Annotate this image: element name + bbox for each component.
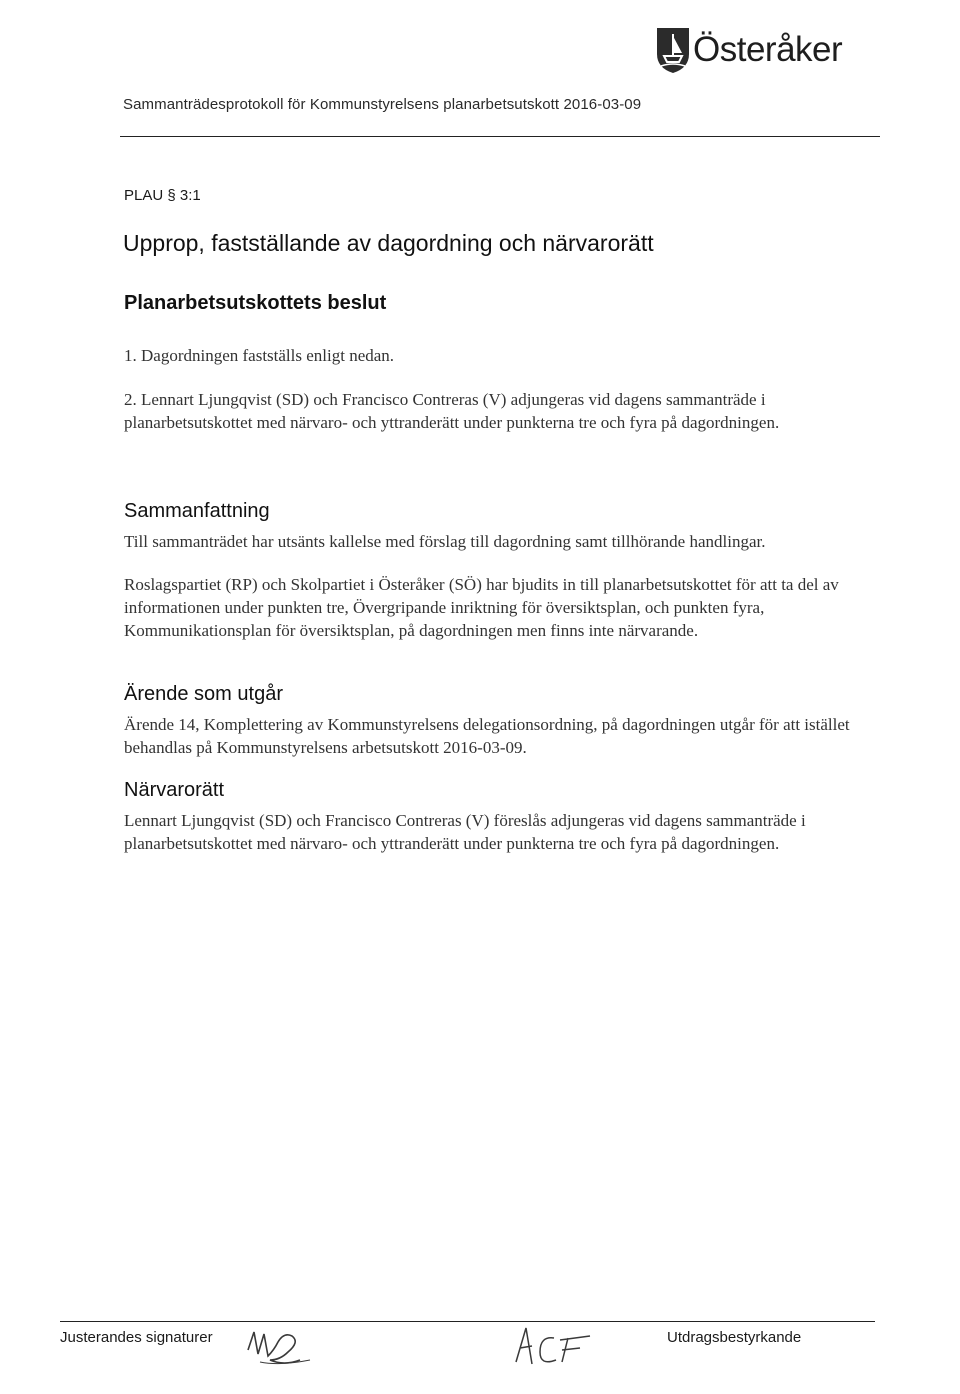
- summary-paragraph: Roslagspartiet (RP) och Skolpartiet i Österåker (SÖ) har bjudits in till planarbetsutskottet för att ta del av informationen under punkten tre, Övergripande inriktning för översiktsplan, och punkten fyra, Kommunikationsplan för översiktsplan, på dagordningen men finns inte närvarande.: [124, 575, 839, 640]
- decision-item: 2. Lennart Ljungqvist (SD) och Francisco Contreras (V) adjungeras vid dagens sammanträde i planarbetsutskottet med närvaro- och yttranderätt under punkterna tre och fyra på dagordningen.: [124, 390, 780, 432]
- footer-divider: [60, 1321, 875, 1322]
- signature-2: [510, 1322, 600, 1372]
- decision-heading: Planarbetsutskottets beslut: [124, 292, 387, 314]
- brand-name: Österåker: [693, 30, 843, 69]
- paragraph-id: PLAU § 3:1: [124, 187, 201, 204]
- signature-1: [240, 1320, 320, 1370]
- municipality-logo: [655, 22, 842, 78]
- page-title: Upprop, fastställande av dagordning och närvarorätt: [123, 230, 654, 256]
- withdrawn-paragraph: Ärende 14, Komplettering av Kommunstyrelsens delegationsordning, på dagordningen utgår för att istället behandlas på Kommunstyrelsens arbetsutskott 2016-03-09.: [124, 715, 850, 757]
- header-divider: [120, 136, 880, 137]
- attendance-paragraph: Lennart Ljungqvist (SD) och Francisco Contreras (V) föreslås adjungeras vid dagens sammanträde i planarbetsutskottet med närvaro- och yttranderätt under punkterna tre och fyra på dagordningen.: [124, 811, 806, 853]
- decision-item: 1. Dagordningen fastställs enligt nedan.: [124, 346, 395, 365]
- summary-paragraph: Till sammanträdet har utsänts kallelse med förslag till dagordning samt tillhörande handlingar.: [124, 532, 766, 551]
- signatures-label: Justerandes signaturer: [60, 1329, 213, 1346]
- attendance-heading: Närvarorätt: [124, 779, 225, 801]
- summary-heading: Sammanfattning: [124, 500, 270, 522]
- certification-label: Utdragsbestyrkande: [667, 1329, 802, 1346]
- document-header: Sammanträdesprotokoll för Kommunstyrelsens planarbetsutskott 2016-03-09: [123, 96, 642, 113]
- coat-of-arms-icon: [655, 26, 691, 74]
- withdrawn-heading: Ärende som utgår: [124, 683, 283, 705]
